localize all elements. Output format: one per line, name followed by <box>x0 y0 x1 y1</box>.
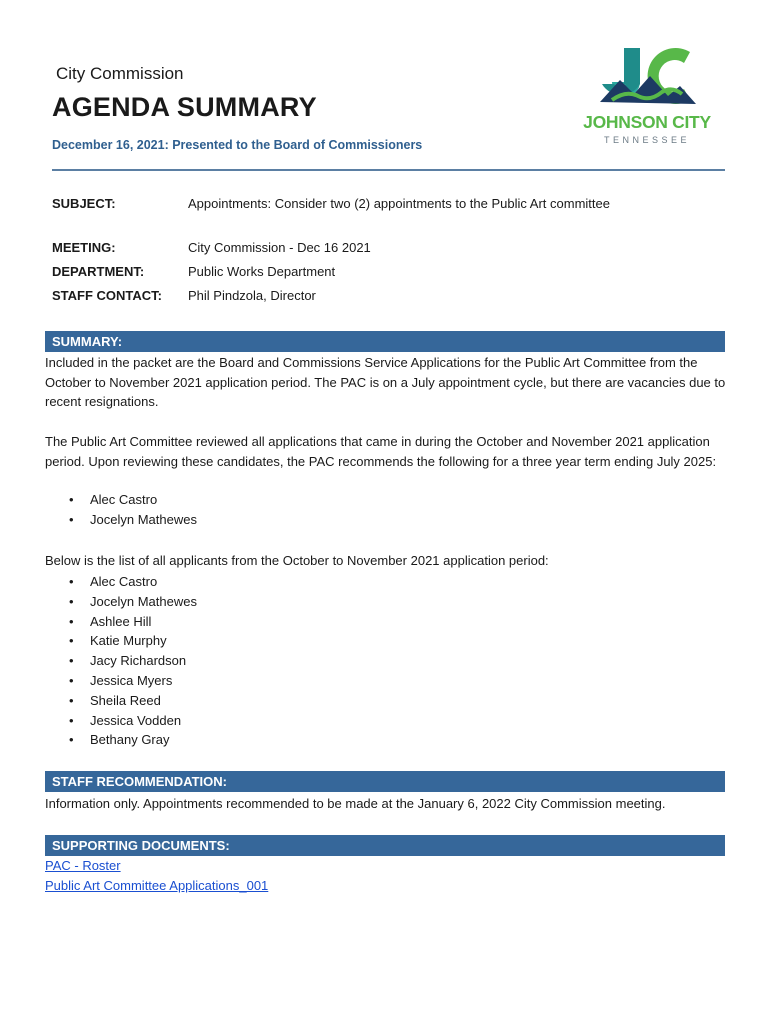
list-item <box>45 711 197 731</box>
applicant-name: Katie Murphy <box>90 633 167 649</box>
list-item <box>45 490 197 510</box>
bullet-icon: • <box>69 613 74 629</box>
department-value: Public Works Department <box>188 264 336 279</box>
supporting-documents-heading: SUPPORTING DOCUMENTS: <box>45 835 725 856</box>
header-divider <box>52 169 725 171</box>
list-item <box>45 592 197 612</box>
bullet-icon: • <box>69 732 74 748</box>
list-item <box>45 631 197 651</box>
bullet-icon: • <box>69 653 74 669</box>
jc-monogram-icon <box>572 44 722 112</box>
applicant-name: Jacy Richardson <box>90 653 187 669</box>
recommended-name: Alec Castro <box>90 492 158 507</box>
date-line: December 16, 2021: Presented to the Board of Commissioners <box>52 138 423 152</box>
bullet-icon: • <box>69 492 74 507</box>
applicant-list <box>45 572 197 750</box>
bullet-icon: • <box>69 712 74 728</box>
document-kicker: City Commission <box>56 64 184 83</box>
recommended-list <box>45 490 197 530</box>
applicant-name: Jessica Myers <box>90 672 173 688</box>
subject-label: SUBJECT: <box>52 196 116 211</box>
list-item <box>45 691 197 711</box>
applicant-name: Jessica Vodden <box>90 712 182 728</box>
staff-recommendation-heading: STAFF RECOMMENDATION: <box>45 771 725 792</box>
summary-paragraph-1: Included in the packet are the Board and Commissions Service Applications for the Public Art Committee from the October to November 2021 application period. The PAC is on a July appointment cycle, but there are vacancies due to recent resignations. <box>45 355 726 409</box>
bullet-icon: • <box>69 692 74 708</box>
applicant-name: Ashlee Hill <box>90 613 152 629</box>
list-item <box>45 612 197 632</box>
list-item <box>45 572 197 592</box>
list-item <box>45 651 197 671</box>
logo-city-name: JOHNSON CITY <box>583 112 711 132</box>
applicant-name: Alec Castro <box>90 574 158 589</box>
johnson-city-logo <box>572 44 722 150</box>
meeting-label: MEETING: <box>52 240 116 255</box>
recommended-name: Jocelyn Mathewes <box>90 511 197 527</box>
applications-link[interactable]: Public Art Committee Applications_001 <box>45 878 269 893</box>
applicant-name: Sheila Reed <box>90 692 161 708</box>
bullet-icon: • <box>69 574 74 589</box>
staff-contact-label: STAFF CONTACT: <box>52 288 162 303</box>
logo-state-name: TENNESSEE <box>603 135 690 145</box>
meeting-value: City Commission - Dec 16 2021 <box>188 240 371 255</box>
bullet-icon: • <box>69 633 74 649</box>
bullet-icon: • <box>69 511 74 527</box>
summary-heading: SUMMARY: <box>45 331 725 352</box>
staff-contact-value: Phil Pindzola, Director <box>188 288 316 303</box>
summary-paragraph-3: Below is the list of all applicants from the October to November 2021 application period: <box>45 553 549 568</box>
bullet-icon: • <box>69 593 74 609</box>
subject-value: Appointments: Consider two (2) appointments to the Public Art committee <box>188 196 610 211</box>
applicant-name: Jocelyn Mathewes <box>90 593 197 609</box>
staff-recommendation-text: Information only. Appointments recommended to be made at the January 6, 2022 City Commission meeting. <box>45 796 666 811</box>
pac-roster-link[interactable]: PAC - Roster <box>45 858 121 873</box>
page-title: AGENDA SUMMARY <box>52 92 317 122</box>
list-item <box>45 730 197 750</box>
applicant-name: Bethany Gray <box>90 732 170 748</box>
list-item <box>45 510 197 530</box>
department-label: DEPARTMENT: <box>52 264 145 279</box>
bullet-icon: • <box>69 672 74 688</box>
summary-paragraph-2: The Public Art Committee reviewed all applications that came in during the October and November 2021 application period. Upon reviewing these candidates, the PAC recommends the following for a three year term ending July 2025: <box>45 434 717 469</box>
list-item <box>45 671 197 691</box>
